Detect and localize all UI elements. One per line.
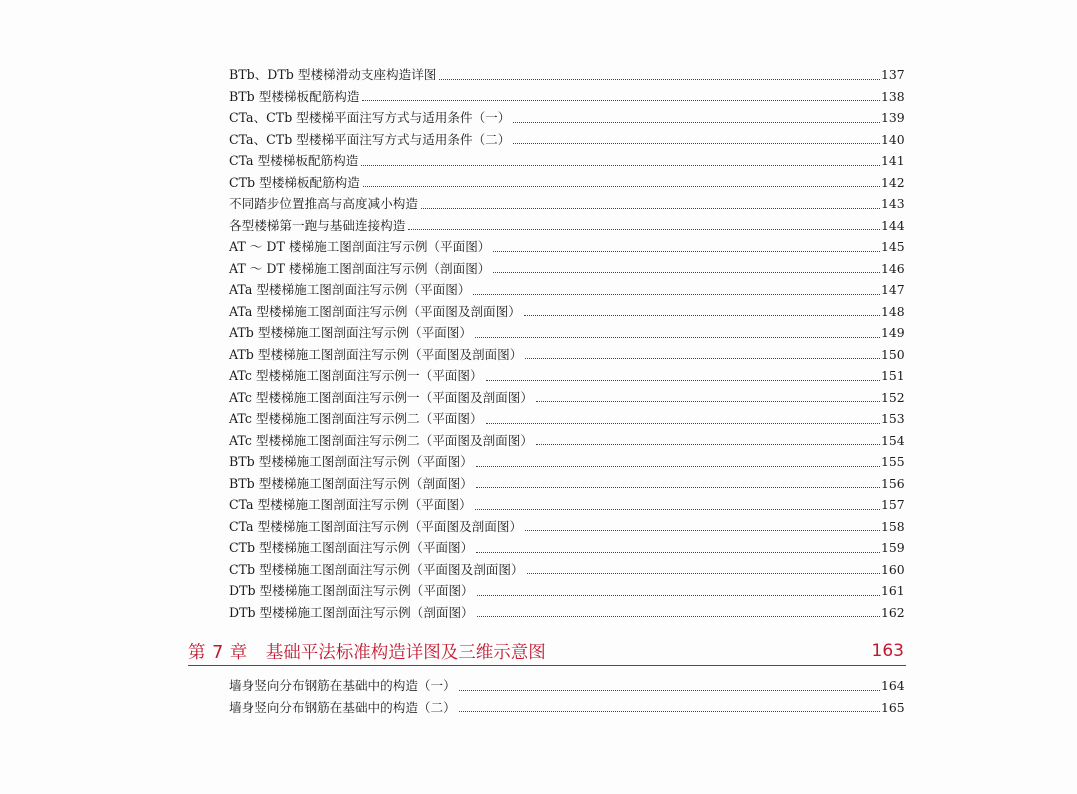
toc-entry[interactable]	[229, 279, 903, 301]
toc-entry-title: CTa 型楼梯施工图剖面注写示例（平面图）	[229, 497, 472, 512]
toc-entry[interactable]	[229, 580, 903, 602]
toc-entry-title: CTa、CTb 型楼梯平面注写方式与适用条件（一）	[229, 110, 511, 125]
toc-entry-title: CTa 型楼梯施工图剖面注写示例（平面图及剖面图）	[229, 518, 523, 534]
toc-entry[interactable]	[229, 408, 903, 430]
toc-entry[interactable]	[229, 537, 903, 559]
toc-entry-page-number: 146	[881, 260, 905, 276]
toc-entry-page-number: 155	[881, 454, 905, 469]
toc-entry[interactable]	[229, 344, 903, 366]
toc-entry[interactable]	[229, 129, 903, 151]
toc-entry-title: CTa、CTb 型楼梯平面注写方式与适用条件（二）	[229, 131, 511, 147]
toc-entry-title: BTb 型楼梯施工图剖面注写示例（平面图）	[229, 454, 473, 469]
toc-entry-page-number: 143	[881, 196, 905, 211]
chapter-page-number: 163	[871, 641, 904, 661]
toc-entry-page-number: 157	[881, 497, 905, 512]
toc-entry-page-number: 141	[881, 153, 905, 168]
dot-leader	[493, 250, 880, 252]
dot-leader	[408, 228, 880, 230]
toc-entry-page-number: 159	[881, 540, 905, 555]
toc-entry[interactable]	[229, 258, 903, 280]
toc-entry-page-number: 160	[881, 561, 905, 577]
toc-entry-title: ATc 型楼梯施工图剖面注写示例二（平面图及剖面图）	[229, 432, 533, 448]
toc-entry[interactable]	[229, 516, 903, 538]
toc-entry-page-number: 151	[881, 368, 905, 383]
toc-entry-page-number: 144	[881, 217, 905, 233]
toc-entry[interactable]	[229, 451, 903, 473]
dot-leader	[513, 121, 880, 123]
toc-entry[interactable]	[229, 322, 903, 344]
toc-entry-title: ATb 型楼梯施工图剖面注写示例（平面图）	[229, 325, 472, 340]
dot-leader	[459, 689, 880, 691]
dot-leader	[421, 207, 880, 209]
toc-entry-page-number: 152	[881, 389, 905, 405]
toc-list-foundation	[229, 675, 903, 718]
toc-entry-page-number: 138	[881, 88, 905, 104]
toc-entry-page-number: 142	[881, 174, 905, 190]
toc-entry-title: BTb 型楼梯板配筋构造	[229, 88, 360, 104]
toc-entry-title: 墙身竖向分布钢筋在基础中的构造（二）	[229, 699, 456, 715]
toc-entry-title: BTb 型楼梯施工图剖面注写示例（剖面图）	[229, 475, 473, 491]
toc-entry-page-number: 153	[881, 411, 905, 426]
toc-entry[interactable]	[229, 387, 903, 409]
toc-entry-page-number: 149	[881, 325, 905, 340]
toc-entry-page-number: 140	[881, 131, 905, 147]
dot-leader	[362, 99, 880, 101]
toc-entry-title: AT ～ DT 楼梯施工图剖面注写示例（平面图）	[229, 239, 491, 254]
toc-entry[interactable]	[229, 86, 903, 108]
chapter-title: 基础平法标准构造详图及三维示意图	[265, 642, 546, 663]
dot-leader	[486, 379, 880, 381]
toc-entry-page-number: 148	[881, 303, 905, 319]
toc-entry-page-number: 150	[881, 346, 905, 362]
toc-entry[interactable]	[229, 430, 903, 452]
dot-leader	[525, 357, 880, 359]
toc-entry-page-number: 154	[881, 432, 905, 448]
toc-entry-page-number: 161	[881, 583, 905, 598]
toc-entry-page-number: 158	[881, 518, 905, 534]
toc-entry-title: DTb 型楼梯施工图剖面注写示例（剖面图）	[229, 604, 474, 620]
toc-entry[interactable]	[229, 365, 903, 387]
toc-entry-page-number: 162	[881, 604, 905, 620]
toc-entry[interactable]	[229, 675, 903, 697]
toc-entry[interactable]	[229, 236, 903, 258]
dot-leader	[527, 572, 880, 574]
toc-entry[interactable]	[229, 172, 903, 194]
toc-entry-title: CTb 型楼梯板配筋构造	[229, 174, 360, 190]
toc-entry-page-number: 165	[881, 699, 905, 715]
dot-leader	[363, 185, 880, 187]
toc-entry[interactable]	[229, 64, 903, 86]
toc-entry-title: ATb 型楼梯施工图剖面注写示例（平面图及剖面图）	[229, 346, 523, 362]
toc-entry[interactable]	[229, 494, 903, 516]
toc-entry-title: 各型楼梯第一跑与基础连接构造	[229, 217, 406, 233]
dot-leader	[493, 271, 880, 273]
dot-leader	[439, 78, 880, 80]
toc-entry[interactable]	[229, 215, 903, 237]
dot-leader	[476, 486, 880, 488]
toc-entry[interactable]	[229, 602, 903, 624]
toc-entry[interactable]	[229, 697, 903, 719]
toc-entry[interactable]	[229, 150, 903, 172]
toc-entry-page-number: 145	[881, 239, 905, 254]
dot-leader	[525, 529, 880, 531]
toc-entry[interactable]	[229, 301, 903, 323]
toc-entry-title: ATa 型楼梯施工图剖面注写示例（平面图）	[229, 282, 471, 297]
dot-leader	[475, 508, 880, 510]
dot-leader	[476, 465, 880, 467]
toc-entry-page-number: 164	[881, 678, 905, 693]
toc-entry-title: ATc 型楼梯施工图剖面注写示例一（平面图及剖面图）	[229, 389, 533, 405]
dot-leader	[477, 594, 880, 596]
toc-entry[interactable]	[229, 107, 903, 129]
toc-entry-title: 墙身竖向分布钢筋在基础中的构造（一）	[229, 678, 456, 693]
toc-entry-title: ATa 型楼梯施工图剖面注写示例（平面图及剖面图）	[229, 303, 521, 319]
dot-leader	[476, 551, 880, 553]
dot-leader	[536, 443, 880, 445]
toc-entry[interactable]	[229, 559, 903, 581]
dot-leader	[524, 314, 880, 316]
dot-leader	[513, 142, 880, 144]
toc-entry-page-number: 137	[881, 67, 905, 82]
toc-entry-page-number: 139	[881, 110, 905, 125]
dot-leader	[459, 710, 880, 712]
toc-entry-title: CTb 型楼梯施工图剖面注写示例（平面图）	[229, 540, 474, 555]
dot-leader	[475, 336, 880, 338]
dot-leader	[536, 400, 880, 402]
chapter-number: 第 7 章	[188, 642, 248, 663]
dot-leader	[486, 422, 880, 424]
toc-entry-title: CTb 型楼梯施工图剖面注写示例（平面图及剖面图）	[229, 561, 524, 577]
toc-entry-page-number: 147	[881, 282, 905, 297]
toc-entry[interactable]	[229, 193, 903, 215]
toc-list-stairs	[229, 64, 903, 623]
toc-entry-title: ATc 型楼梯施工图剖面注写示例一（平面图）	[229, 368, 483, 383]
toc-entry-page-number: 156	[881, 475, 905, 491]
toc-entry-title: DTb 型楼梯施工图剖面注写示例（平面图）	[229, 583, 474, 598]
toc-entry[interactable]	[229, 473, 903, 495]
dot-leader	[473, 293, 880, 295]
toc-entry-title: BTb、DTb 型楼梯滑动支座构造详图	[229, 67, 437, 82]
chapter-heading[interactable]	[188, 637, 906, 666]
dot-leader	[361, 164, 880, 166]
dot-leader	[477, 615, 880, 617]
toc-entry-title: CTa 型楼梯板配筋构造	[229, 153, 359, 168]
toc-entry-title: 不同踏步位置推高与高度减小构造	[229, 196, 418, 211]
toc-entry-title: ATc 型楼梯施工图剖面注写示例二（平面图）	[229, 411, 483, 426]
toc-entry-title: AT ～ DT 楼梯施工图剖面注写示例（剖面图）	[229, 260, 491, 276]
